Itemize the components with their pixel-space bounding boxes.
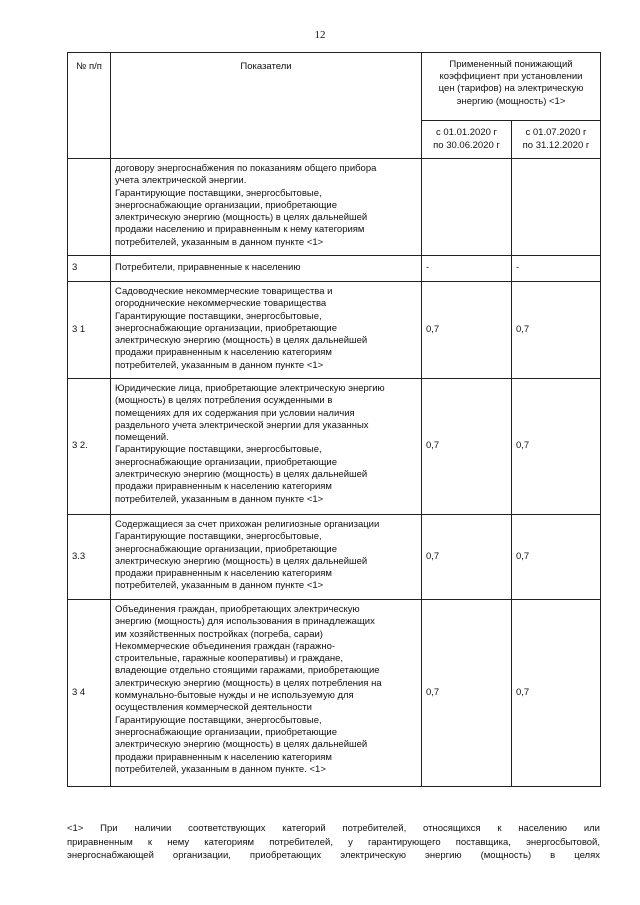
- row-value-period-1: 0,7: [422, 379, 512, 515]
- row-value-period-2: 0,7: [512, 515, 601, 600]
- row-number: 3 2.: [68, 379, 111, 515]
- table-row: [68, 159, 601, 256]
- table-row: [68, 515, 601, 600]
- row-number: 3: [68, 256, 111, 282]
- header-number: № п/п: [68, 53, 111, 159]
- row-number: [68, 159, 111, 256]
- tariff-coefficient-table: [67, 52, 601, 787]
- row-description: Юридические лица, приобретающие электрическую энергию (мощность) в целях потребления осужденными в помещениях для их содержания при условии наличия раздельного учета электрической энергии для указанных помещений. Гарантирующие поставщики, энергосбытовые, энергоснабжающие организации, приобретающие электрическую энергию (мощность) в целях дальнейшей продажи приравненным к населению категориям потребителей, указанным в данном пункте <1>: [111, 379, 422, 515]
- footnote: <1> При наличии соответствующих категорий потребителей, относящихся к населению или приравненным к нему категориям потребителей, у гарантирующего поставщика, энергосбытовой, энергоснабжающей организации, приобретающих электрическую энергию (мощность) в целях: [67, 823, 600, 861]
- table-row: [68, 282, 601, 379]
- row-value-period-2: [512, 159, 601, 256]
- header-period-1: с 01.01.2020 г по 30.06.2020 г: [422, 121, 512, 159]
- row-description: договору энергоснабжения по показаниям общего прибора учета электрической энергии. Гарантирующие поставщики, энергосбытовые, энергоснабжающие организации, приобретающие электрическую энергию (мощность) в целях дальнейшей продажи населению и приравненным к нему категориям потребителей, указанным в данном пункте <1>: [111, 159, 422, 256]
- row-number: 3.3: [68, 515, 111, 600]
- row-description: Потребители, приравненные к населению: [111, 256, 422, 282]
- row-value-period-1: 0,7: [422, 600, 512, 787]
- row-value-period-2: 0,7: [512, 379, 601, 515]
- table-row: [68, 379, 601, 515]
- header-indicators: Показатели: [111, 53, 422, 159]
- row-number: 3 4: [68, 600, 111, 787]
- row-description: Объединения граждан, приобретающих электрическую энергию (мощность) для использования в принадлежащих им хозяйственных постройках (погреба, сараи) Некоммерческие объединения граждан (гаражно- строительные, гаражные кооперативы) и граждане, владеющие отдельно стоящими гаражами, приобретающие электрическую энергию (мощность) в целях потребления на коммунально-бытовые нужды и не используемую для осуществления коммерческой деятельности Гарантирующие поставщики, энергосбытовые, энергоснабжающие организации, приобретающие электрическую энергию (мощность) в целях дальнейшей продажи приравненным к населению категориям потребителей, указанным в данном пункте. <1>: [111, 600, 422, 787]
- table-row: [68, 600, 601, 787]
- row-value-period-2: 0,7: [512, 600, 601, 787]
- header-period-2: с 01.07.2020 г по 31.12.2020 г: [512, 121, 601, 159]
- row-number: 3 1: [68, 282, 111, 379]
- row-value-period-2: -: [512, 256, 601, 282]
- row-description: Содержащиеся за счет прихожан религиозные организации Гарантирующие поставщики, энергосбытовые, энергоснабжающие организации, приобретающие электрическую энергию (мощность) в целях дальнейшей продажи приравненным к населению категориям потребителей, указанным в данном пункте <1>: [111, 515, 422, 600]
- row-value-period-1: 0,7: [422, 282, 512, 379]
- row-value-period-2: 0,7: [512, 282, 601, 379]
- row-description: Садоводческие некоммерческие товарищества и огороднические некоммерческие товарищества Гарантирующие поставщики, энергосбытовые, энергоснабжающие организации, приобретающие электрическую энергию (мощность) в целях дальнейшей продажи приравненным к населению категориям потребителей, указанным в данном пункте <1>: [111, 282, 422, 379]
- row-value-period-1: [422, 159, 512, 256]
- page-number: 12: [314, 29, 326, 41]
- row-value-period-1: 0,7: [422, 515, 512, 600]
- header-coefficient: Примененный понижающий коэффициент при установлении цен (тарифов) на электрическую энергию (мощность) <1>: [422, 53, 601, 121]
- row-value-period-1: -: [422, 256, 512, 282]
- table-row: [68, 256, 601, 282]
